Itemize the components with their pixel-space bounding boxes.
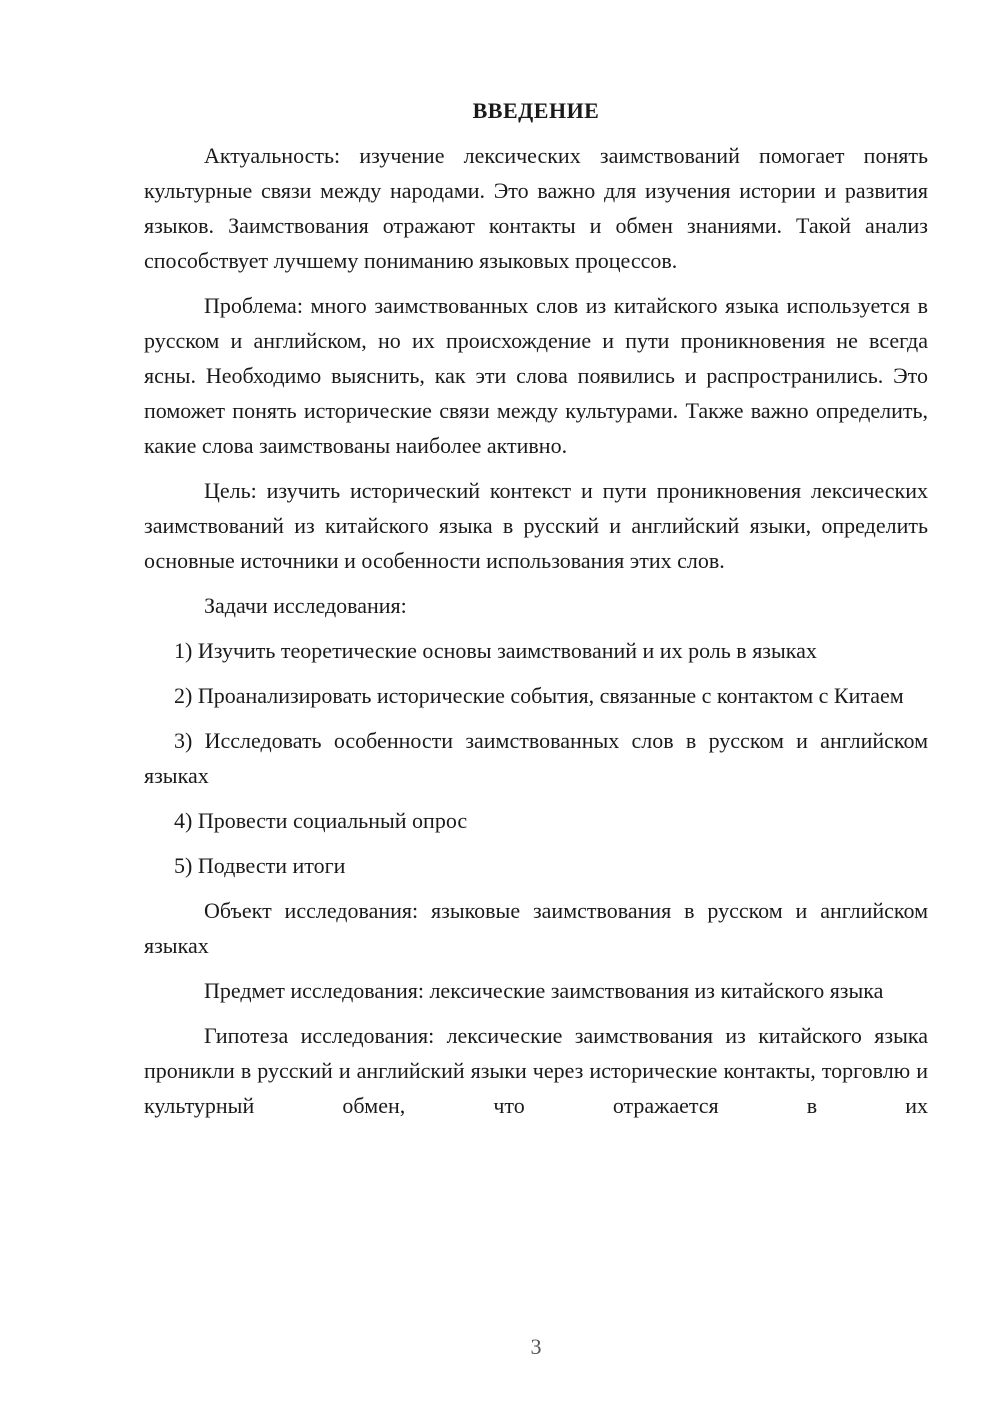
goal-paragraph: Цель: изучить исторический контекст и пути проникновения лексических заимствований из китайского языка в русский и английский языки, определить основные источники и особенности использования этих слов. xyxy=(144,478,928,573)
task-item: 3) Исследовать особенности заимствованных слов в русском и английском языках xyxy=(144,728,928,788)
task-item: 2) Проанализировать исторические события, связанные с контактом с Китаем xyxy=(174,683,904,708)
page-number: 3 xyxy=(530,1334,542,1359)
relevance-paragraph: Актуальность: изучение лексических заимствований помогает понять культурные связи между народами. Это важно для изучения истории и развития языков. Заимствования отражают контакты и обмен знаниями. Такой анализ способствует лучшему пониманию языковых процессов. xyxy=(144,143,928,273)
document-page xyxy=(144,96,928,1133)
problem-paragraph: Проблема: много заимствованных слов из китайского языка используется в русском и английском, но их происхождение и пути проникновения не всегда ясны. Необходимо выяснить, как эти слова появились и распространились. Это поможет понять исторические связи между культурами. Также важно определить, какие слова заимствованы наиболее активно. xyxy=(144,293,928,458)
object-paragraph: Объект исследования: языковые заимствования в русском и английском языках xyxy=(144,898,928,958)
section-title: ВВЕДЕНИЕ xyxy=(472,98,600,123)
hypothesis-paragraph: Гипотеза исследования: лексические заимствования из китайского языка проникли в русский и английский языки через исторические контакты, торговлю и культурный обмен, что отражается в их xyxy=(144,1023,928,1118)
subject-paragraph: Предмет исследования: лексические заимствования из китайского языка xyxy=(204,978,884,1003)
task-item: 4) Провести социальный опрос xyxy=(174,808,468,833)
tasks-heading: Задачи исследования: xyxy=(204,593,407,618)
task-item: 1) Изучить теоретические основы заимствований и их роль в языках xyxy=(174,638,817,663)
task-item: 5) Подвести итоги xyxy=(174,853,346,878)
